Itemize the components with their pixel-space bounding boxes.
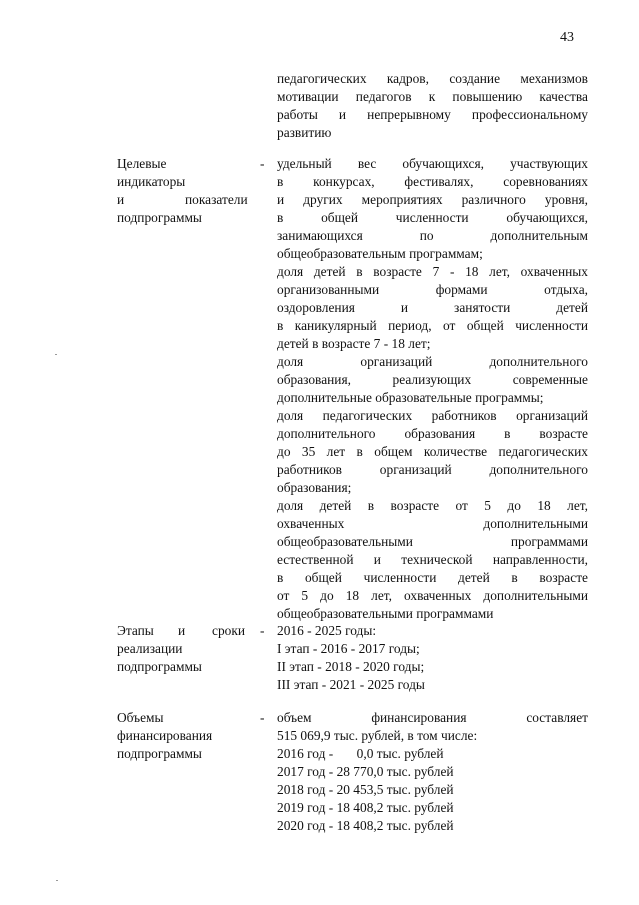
stages-line: I этап - 2016 - 2017 годы; [277, 641, 420, 656]
indicators-line: занимающихся по дополнительным [277, 228, 588, 243]
indicators-line: работников организаций дополнительного [277, 462, 588, 477]
indicators-label: Целевые [117, 156, 167, 171]
indicators-line: оздоровления и занятости детей [277, 300, 588, 315]
indicators-line: детей в возрасте 7 - 18 лет; [277, 336, 431, 351]
page-number: 43 [560, 30, 574, 45]
stages-line: 2016 - 2025 годы: [277, 623, 377, 638]
stages-line: II этап - 2018 - 2020 годы; [277, 659, 425, 674]
intro-line: развитию [277, 125, 332, 140]
indicators-line: дополнительного образования в возрасте [277, 426, 588, 441]
indicators-line: организованными формами отдыха, [277, 282, 588, 297]
intro-line: мотивации педагогов к повышению качества [277, 89, 588, 104]
funding-line: 515 069,9 тыс. рублей, в том числе: [277, 728, 478, 743]
indicators-label-and: и [117, 192, 125, 207]
indicators-line: в общей численности детей в возрасте [277, 570, 588, 585]
indicators-line: охваченных дополнительными [277, 516, 588, 531]
stages-label: и [178, 623, 186, 638]
funding-label: подпрограммы [117, 746, 202, 761]
indicators-line: общеобразовательными программами [277, 606, 494, 621]
scan-speck [55, 354, 57, 355]
stages-label: Этапы [117, 623, 154, 638]
indicators-line: до 35 лет в общем количестве педагогических [277, 444, 588, 459]
stages-dash: - [260, 623, 265, 638]
indicators-line: общеобразовательным программам; [277, 246, 483, 261]
funding-line: объем финансирования составляет [277, 710, 588, 725]
indicators-label: индикаторы [117, 174, 186, 189]
indicators-line: доля детей в возрасте от 5 до 18 лет, [277, 498, 588, 513]
funding-dash: - [260, 710, 265, 725]
funding-label: финансирования [117, 728, 213, 743]
indicators-dash: - [260, 156, 265, 171]
intro-line: педагогических кадров, создание механизмов [277, 71, 588, 86]
indicators-line: образования; [277, 480, 352, 495]
indicators-line: доля педагогических работников организаций [277, 408, 588, 423]
scan-speck [56, 880, 58, 881]
stages-label: реализации [117, 641, 183, 656]
stages-label: подпрограммы [117, 659, 202, 674]
indicators-line: в каникулярный период, от общей численности [277, 318, 588, 333]
indicators-line: доля организаций дополнительного [277, 354, 588, 369]
indicators-line: общеобразовательными программами [277, 534, 588, 549]
indicators-line: в общей численности обучающихся, [277, 210, 588, 225]
funding-line: 2017 год - 28 770,0 тыс. рублей [277, 764, 454, 779]
funding-line: 2020 год - 18 408,2 тыс. рублей [277, 818, 454, 833]
funding-line: 2019 год - 18 408,2 тыс. рублей [277, 800, 454, 815]
stages-label: сроки [212, 623, 246, 638]
indicators-line: и других мероприятиях различного уровня, [277, 192, 588, 207]
funding-line: 2016 год - 0,0 тыс. рублей [277, 746, 444, 761]
indicators-line: доля детей в возрасте 7 - 18 лет, охваченных [277, 264, 588, 279]
funding-line: 2018 год - 20 453,5 тыс. рублей [277, 782, 454, 797]
indicators-line: дополнительные образовательные программы; [277, 390, 544, 405]
indicators-line: от 5 до 18 лет, охваченных дополнительными [277, 588, 588, 603]
indicators-line: удельный вес обучающихся, участвующих [277, 156, 588, 171]
indicators-line: образования, реализующих современные [277, 372, 588, 387]
indicators-label: подпрограммы [117, 210, 202, 225]
stages-line: III этап - 2021 - 2025 годы [277, 677, 425, 692]
indicators-line: в конкурсах, фестивалях, соревнованиях [277, 174, 588, 189]
indicators-label: показатели [185, 192, 248, 207]
funding-label: Объемы [117, 710, 164, 725]
intro-line: работы и непрерывному профессиональному [277, 107, 588, 122]
indicators-line: естественной и технической направленности, [277, 552, 588, 567]
